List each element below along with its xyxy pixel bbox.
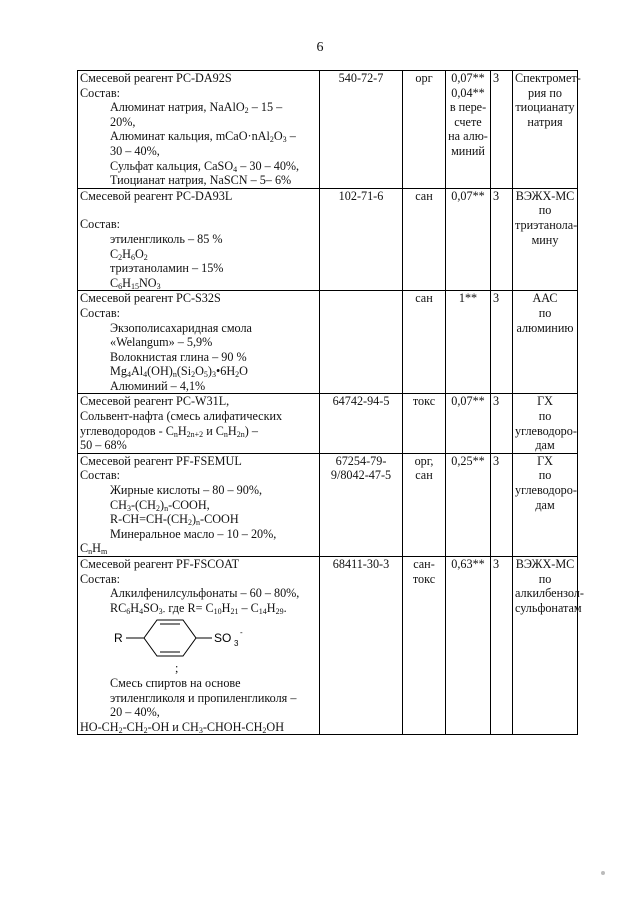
cas-number-cell: 67254-79- 9/8042-47-5 <box>320 453 403 556</box>
table-row <box>78 291 578 394</box>
component-line: Волокнистая глина – 90 % <box>110 349 247 364</box>
cas-number-cell: 64742-94-5 <box>320 394 403 453</box>
component-line: 20%, <box>110 114 136 129</box>
component-line: $C_2H_6O_2$ <box>110 246 148 262</box>
component-line: Смесь спиртов на основе <box>110 675 241 690</box>
component-line: Минеральное масло – 10 – 20%, <box>110 526 277 541</box>
component-line-flush: $HO-CH_2-CH_2-OH$ и $CH_3-CHOH-CH_2OH$ <box>80 719 285 735</box>
component-line: Жирные кислоты – 80 – 90%, <box>110 483 263 498</box>
reagent-composition-cell <box>78 453 320 556</box>
component-line: $RC_6H_4SO_{3-}$ где $R= C_{10}H_{21} - C_{14}H_{29}$. <box>110 600 287 616</box>
table-row <box>78 453 578 556</box>
table-row <box>78 557 578 735</box>
danger-class-cell: 3 <box>491 453 513 556</box>
analysis-method-cell: Спектромет- рия по тиоцианату натрия <box>513 71 578 189</box>
analysis-method-cell: ГХ по углеводоро- дам <box>513 394 578 453</box>
reagent-composition-cell <box>78 188 320 291</box>
hazard-type-cell: сан- токс <box>403 557 446 735</box>
analysis-method-cell: ВЭЖХ-МС по триэтанола- мину <box>513 188 578 291</box>
limit-value-cell: 0,07** 0,04** в пере- счете на алю- миний <box>446 71 491 189</box>
radical-label: R <box>114 631 123 646</box>
reagent-title: Смесевой реагент PF-FSCOAT <box>80 557 240 571</box>
composition-line: углеводородов - $C_nH_{2n+2}$ и $C_nH_{2n}$) – <box>80 423 258 439</box>
analysis-method-cell: ААС по алюминию <box>513 291 578 394</box>
component-line: $C_6H_{15}NO_3$ <box>110 275 161 291</box>
cas-number-cell: 102-71-6 <box>320 188 403 291</box>
hazard-type-cell: сан <box>403 188 446 291</box>
component-line: этиленгликоль – 85 % <box>110 231 223 246</box>
table-row <box>78 188 578 291</box>
reagents-table <box>77 70 584 735</box>
cas-number-cell <box>320 291 403 394</box>
limit-value-cell: 0,63** <box>446 557 491 735</box>
composition-label: Состав: <box>80 305 120 320</box>
component-line: Сульфат кальция, CaSO$_4$ – 30 – 40%, <box>110 158 300 174</box>
sulfonate-label: SO <box>214 631 232 646</box>
composition-line: 50 – 68% <box>80 438 127 453</box>
reagent-title: Смесевой реагент PC-W31L, <box>80 394 230 409</box>
cas-number-cell: 540-72-7 <box>320 71 403 189</box>
benzene-ring-icon <box>110 615 280 661</box>
hazard-type-cell: орг <box>403 71 446 189</box>
component-line-flush: $C_nH_m$ <box>80 541 108 557</box>
page-number: 6 <box>316 40 324 55</box>
component-line: Алюминат натрия, NaAlO$_2$ – 15 – <box>110 100 283 116</box>
danger-class-cell: 3 <box>491 71 513 189</box>
component-line: 30 – 40%, <box>110 143 160 158</box>
reagent-composition-cell <box>78 71 320 189</box>
analysis-method-cell: ГХ по углеводоро- дам <box>513 453 578 556</box>
sulfonate-charge: - <box>240 628 243 638</box>
table-row <box>78 394 578 453</box>
cas-number-cell: 68411-30-3 <box>320 557 403 735</box>
reagent-composition-cell <box>78 291 320 394</box>
reagent-title: Смесевой реагент PC-DA93L <box>80 188 233 203</box>
component-line: $CH_3-(CH_2)_n$-COOH, <box>110 497 210 513</box>
danger-class-cell: 3 <box>491 394 513 453</box>
component-line: Тиоцианат натрия, NaSCN – 5– 6% <box>110 173 292 188</box>
reagent-title: Смесевой реагент PC-S32S <box>80 291 221 306</box>
limit-value-cell: 0,25** <box>446 453 491 556</box>
component-line: этиленгликоля и пропиленгликоля – <box>110 690 297 705</box>
component-line: 20 – 40%, <box>110 705 160 720</box>
hazard-type-cell: сан <box>403 291 446 394</box>
structure-terminator: ; <box>175 661 179 676</box>
hazard-type-cell: токс <box>403 394 446 453</box>
limit-value-cell: 0,07** <box>446 188 491 291</box>
composition-line: Сольвент-нафта (смесь алифатических <box>80 409 283 424</box>
scan-speck <box>601 871 605 875</box>
danger-class-cell: 3 <box>491 188 513 291</box>
component-line: Алкилфенилсульфонаты – 60 – 80%, <box>110 586 300 601</box>
spacer <box>80 203 317 217</box>
limit-value-cell: 1** <box>446 291 491 394</box>
table-row <box>78 71 578 189</box>
component-line: Алюминат кальция, $mCaO\cdot nAl_2O_3$ – <box>110 129 296 145</box>
component-line: «Welangum» – 5,9% <box>110 335 213 350</box>
danger-class-cell: 3 <box>491 291 513 394</box>
hazard-type-cell: орг, сан <box>403 453 446 556</box>
analysis-method-cell: ВЭЖХ-МС по алкилбензол- сульфонатам <box>513 557 578 735</box>
reagent-composition-cell <box>78 394 320 453</box>
benzene-sulfonate-structure <box>80 615 317 661</box>
limit-value-cell: 0,07** <box>446 394 491 453</box>
component-line: $Mg_4Al_4(OH)_n(Si_2O_5)_3•6H_2O$ <box>110 364 248 380</box>
reagent-title: Смесевой реагент PC-DA92S <box>80 71 232 85</box>
danger-class-cell: 3 <box>491 557 513 735</box>
component-line: $R-CH=CH-(CH_2)_n$-COOH <box>110 512 239 528</box>
composition-label: Состав: <box>80 571 120 586</box>
composition-label: Состав: <box>80 85 120 100</box>
composition-label: Состав: <box>80 217 120 232</box>
component-line: Алюминий – 4,1% <box>110 378 206 393</box>
reagent-title: Смесевой реагент PF-FSEMUL <box>80 453 242 468</box>
component-line: Экзополисахаридная смола <box>110 320 252 335</box>
reagent-composition-cell <box>78 557 320 735</box>
sulfonate-subscript: 3 <box>234 639 239 649</box>
composition-label: Состав: <box>80 468 120 483</box>
component-line: триэтаноламин – 15% <box>110 261 224 276</box>
